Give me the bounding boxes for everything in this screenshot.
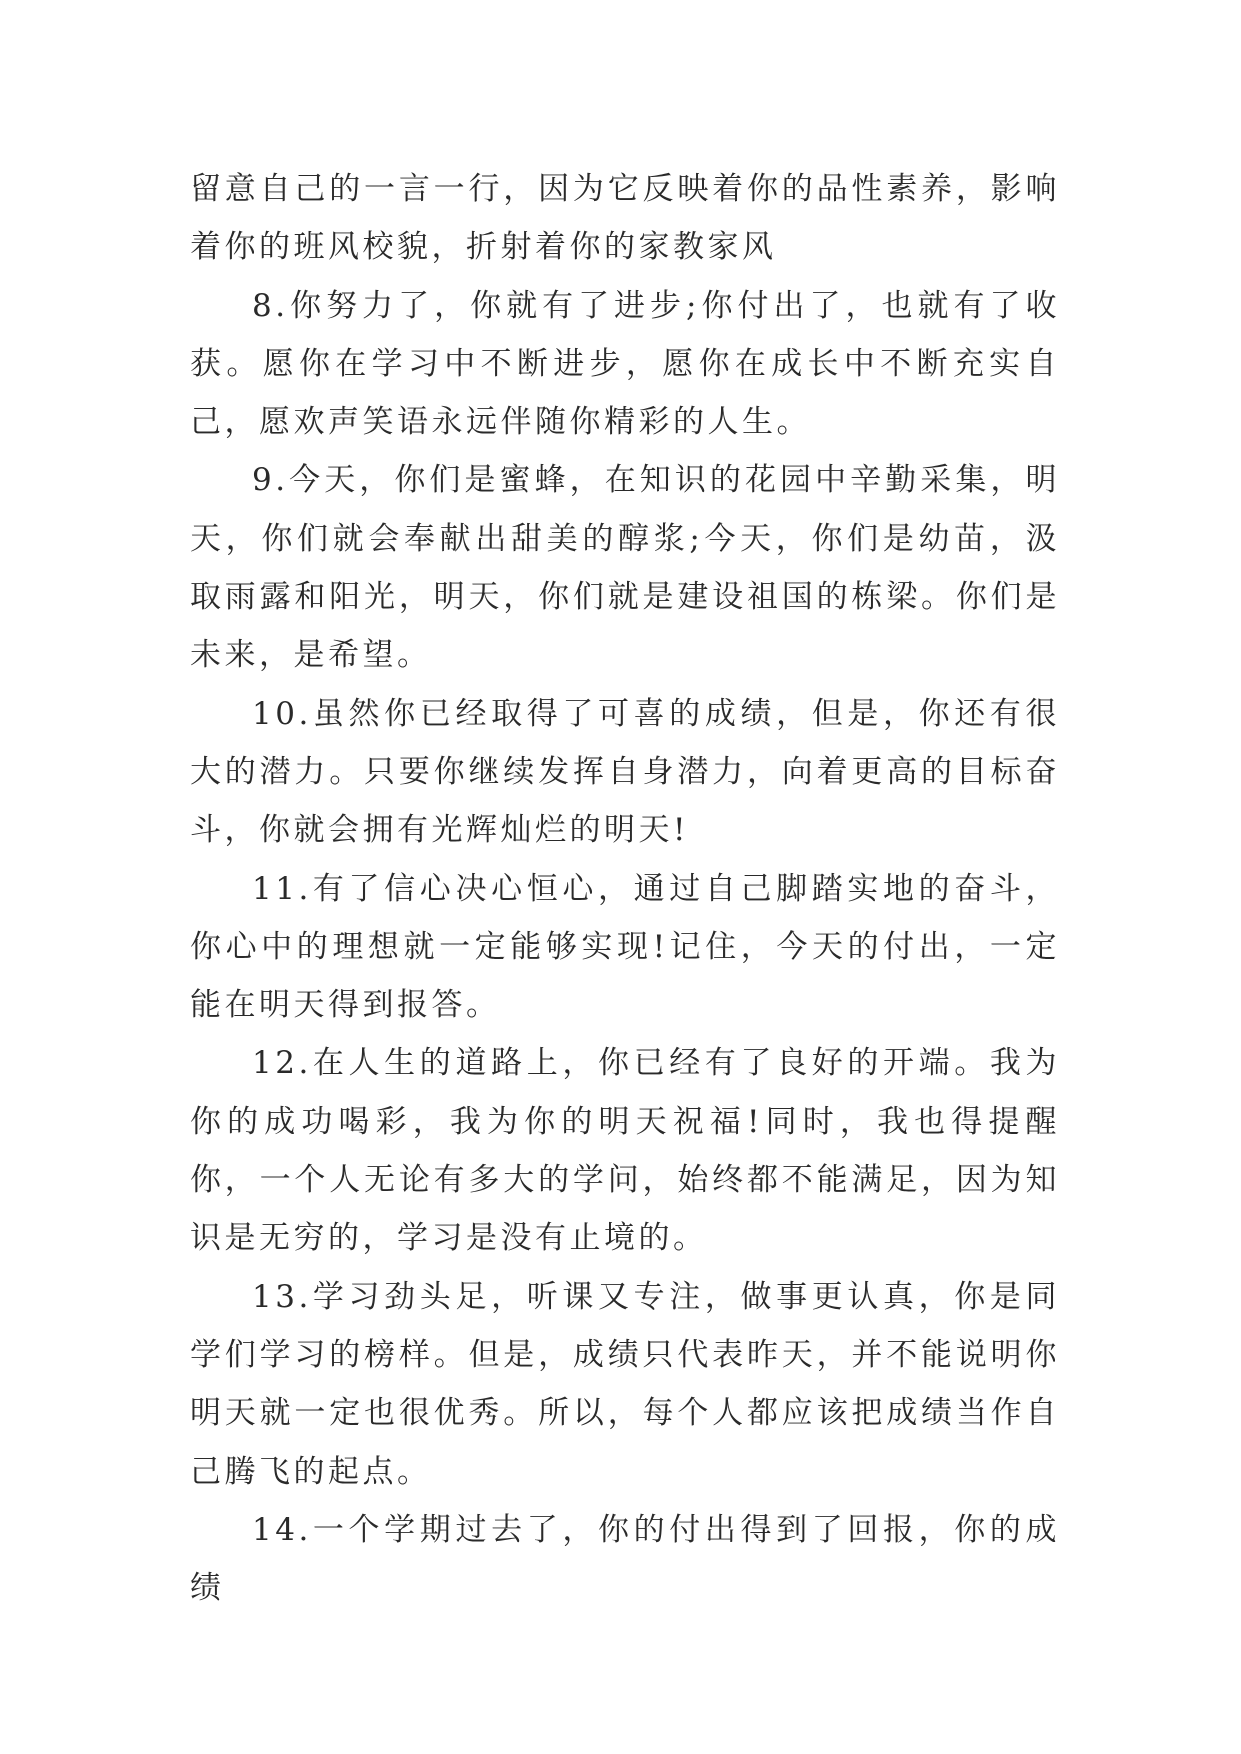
paragraph-12: 12.在人生的道路上，你已经有了良好的开端。我为你的成功喝彩，我为你的明天祝福!同时，我也得提醒你，一个人无论有多大的学问，始终都不能满足，因为知识是无穷的，学习是没有止境的。	[190, 1045, 1060, 1257]
document-body	[190, 160, 1060, 1617]
paragraph-13: 13.学习劲头足，听课又专注，做事更认真，你是同学们学习的榜样。但是，成绩只代表昨天，并不能说明你明天就一定也很优秀。所以，每个人都应该把成绩当作自己腾飞的起点。	[190, 1278, 1060, 1490]
paragraph-8: 8.你努力了，你就有了进步;你付出了，也就有了收获。愿你在学习中不断进步，愿你在成长中不断充实自己，愿欢声笑语永远伴随你精彩的人生。	[190, 287, 1060, 441]
paragraph-9: 9.今天，你们是蜜蜂，在知识的花园中辛勤采集，明天，你们就会奉献出甜美的醇浆;今天，你们是幼苗，汲取雨露和阳光，明天，你们就是建设祖国的栋梁。你们是未来，是希望。	[190, 462, 1060, 674]
paragraph-continued: 留意自己的一言一行，因为它反映着你的品性素养，影响着你的班风校貌，折射着你的家教家风	[190, 171, 1060, 266]
paragraph-11: 11.有了信心决心恒心，通过自己脚踏实地的奋斗，你心中的理想就一定能够实现!记住，今天的付出，一定能在明天得到报答。	[190, 870, 1060, 1024]
paragraph-14: 14.一个学期过去了，你的付出得到了回报，你的成绩	[190, 1511, 1060, 1607]
paragraph-10: 10.虽然你已经取得了可喜的成绩，但是，你还有很大的潜力。只要你继续发挥自身潜力，向着更高的目标奋斗，你就会拥有光辉灿烂的明天!	[190, 695, 1060, 849]
